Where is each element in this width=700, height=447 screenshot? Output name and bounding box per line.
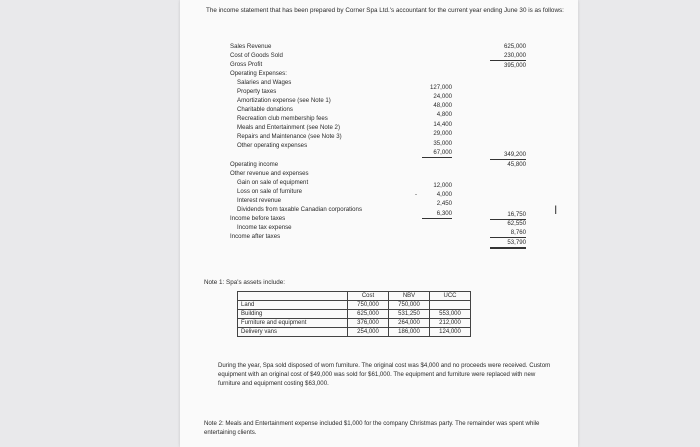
opex-item-label: Charitable donations — [237, 106, 293, 113]
table-header-blank — [238, 292, 348, 301]
table-header-row — [238, 292, 471, 301]
note1-title: Note 1: Spa's assets include: — [204, 279, 286, 286]
asset-name: Furniture and equipment — [238, 319, 348, 328]
note2-text: Note 2: Meals and Entertainment expense included $1,000 for the company Christmas party. The remainder was spent while entertaining clients. — [204, 420, 540, 436]
text-cursor-icon: I — [554, 203, 558, 217]
opex-item-value: 35,000 — [433, 140, 452, 147]
loss-sign: - — [415, 191, 418, 198]
other-item-value: 2,450 — [436, 200, 452, 207]
table-row — [238, 328, 471, 337]
table-header-cost: Cost — [348, 292, 389, 301]
income-tax-value: 8,760 — [490, 229, 526, 238]
note1-paragraph: During the year, Spa sold disposed of worn furniture. The original cost was $4,000 and no proceeds were received. Custom equipment with an original cost of $49,000 was sold for $61,000. The equipment and furniture were replaced with new furniture and equipment costing $63,000. — [218, 362, 551, 387]
opex-item-label: Meals and Entertainment (see Note 2) — [237, 124, 340, 131]
opex-total-value: 349,200 — [490, 151, 526, 160]
gross-profit-label: Gross Profit — [230, 61, 263, 68]
opex-item-label: Other operating expenses — [237, 142, 308, 149]
asset-nbv: 186,000 — [389, 328, 430, 337]
asset-nbv: 531,250 — [389, 310, 430, 319]
asset-name: Land — [238, 301, 348, 310]
table-row — [238, 310, 471, 319]
opex-header: Operating Expenses: — [230, 70, 287, 77]
income-before-taxes-value: 62,550 — [507, 220, 526, 227]
asset-nbv: 750,000 — [389, 301, 430, 310]
other-total-value: 16,750 — [490, 211, 526, 220]
other-item-value: 12,000 — [433, 182, 452, 189]
other-item-label: Loss on sale of furniture — [237, 188, 303, 195]
asset-ucc: 124,000 — [430, 328, 471, 337]
income-tax-label: Income tax expense — [237, 224, 292, 231]
other-item-label: Gain on sale of equipment — [237, 179, 309, 186]
other-item-value: 6,300 — [422, 210, 452, 219]
income-before-taxes-label: Income before taxes — [230, 215, 286, 222]
other-header: Other revenue and expenses — [230, 170, 309, 177]
asset-cost: 254,000 — [348, 328, 389, 337]
opex-item-label: Recreation club membership fees — [237, 115, 328, 122]
other-item-value: 4,000 — [436, 191, 452, 198]
operating-income-value: 45,800 — [507, 161, 526, 168]
table-row — [238, 301, 471, 310]
cogs-value: 230,000 — [490, 52, 526, 61]
opex-item-value: 127,000 — [429, 84, 452, 91]
opex-item-label: Repairs and Maintenance (see Note 3) — [237, 133, 342, 140]
opex-item-label: Amortization expense (see Note 1) — [237, 97, 331, 104]
intro-text: The income statement that has been prepared by Corner Spa Ltd.'s accountant for the current year ending June 30 is as follows: — [206, 7, 564, 14]
table-header-ucc: UCC — [430, 292, 471, 301]
sales-revenue-value: 625,000 — [503, 43, 526, 50]
opex-item-value: 67,000 — [422, 149, 452, 158]
opex-item-label: Salaries and Wages — [237, 79, 292, 86]
sales-revenue-label: Sales Revenue — [230, 43, 272, 50]
income-after-taxes-label: Income after taxes — [230, 233, 281, 240]
table-row — [238, 319, 471, 328]
opex-item-value: 29,000 — [433, 130, 452, 137]
cogs-label: Cost of Goods Sold — [230, 52, 283, 59]
asset-ucc: 212,000 — [430, 319, 471, 328]
assets-table — [237, 291, 471, 337]
asset-ucc: 553,000 — [430, 310, 471, 319]
asset-cost: 625,000 — [348, 310, 389, 319]
asset-name: Building — [238, 310, 348, 319]
opex-item-value: 14,400 — [433, 121, 452, 128]
income-after-taxes-value: 53,790 — [490, 239, 526, 249]
opex-item-value: 24,000 — [433, 93, 452, 100]
gross-profit-value: 395,000 — [503, 62, 526, 69]
opex-item-value: 4,800 — [436, 111, 452, 118]
other-item-label: Dividends from taxable Canadian corporations — [237, 206, 362, 213]
asset-cost: 376,000 — [348, 319, 389, 328]
opex-item-label: Property taxes — [237, 88, 277, 95]
asset-nbv: 264,000 — [389, 319, 430, 328]
asset-name: Delivery vans — [238, 328, 348, 337]
asset-ucc — [430, 301, 471, 310]
table-header-nbv: NBV — [389, 292, 430, 301]
operating-income-label: Operating income — [230, 161, 279, 168]
opex-item-value: 48,000 — [433, 102, 452, 109]
other-item-label: Interest revenue — [237, 197, 282, 204]
asset-cost: 750,000 — [348, 301, 389, 310]
